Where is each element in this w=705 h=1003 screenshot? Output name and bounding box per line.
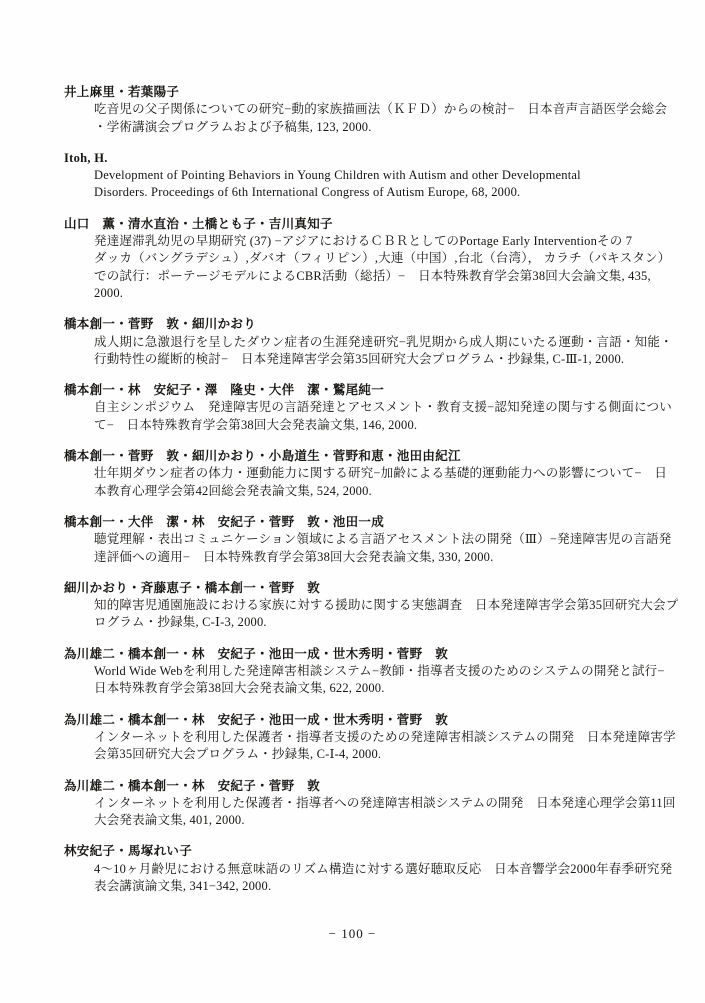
entry-line: Development of Pointing Behaviors in Young Children with Autism and other Developmental [94,168,581,183]
reference-entry [64,150,677,202]
entry-line: 2000. [94,285,124,300]
reference-list [64,84,677,909]
reference-entry [64,712,677,764]
entry-body [94,729,677,764]
reference-entry [64,448,677,500]
entry-authors: 細川かおり・斉藤恵子・橋本創一・菅野 敦 [64,580,321,595]
entry-line: 知的障害児通園施設における家族に対する援助に関する実態調査 日本発達障害学会第35回研究大会プ [94,598,679,613]
entry-line: インターネットを利用した保護者・指導者への発達障害相談システムの開発 日本発達心理学会第11回 [94,795,676,810]
entry-authors: 為川雄二・橋本創一・林 安紀子・菅野 敦 [64,778,321,793]
entry-body [94,233,677,302]
entry-line: 行動特性の縦断的検討− 日本発達障害学会第35回研究大会プログラム・抄録集, C-Ⅲ-1, 2000. [94,351,625,366]
entry-authors: 橋本創一・大伴 潔・林 安紀子・菅野 敦・池田一成 [64,514,385,529]
page-footer [0,925,705,943]
entry-authors: 橋本創一・菅野 敦・細川かおり・小島道生・菅野和恵・池田由紀江 [64,449,461,464]
reference-entry [64,514,677,566]
page-number: − 100 − [328,926,377,941]
entry-authors: 林安紀子・馬塚れい子 [64,844,193,859]
entry-line: 達評価への適用− 日本特殊教育学会第38回大会発表論文集, 330, 2000. [94,549,494,564]
entry-line: 聴覚理解・表出コミュニケーション領域による言語アセスメント法の開発（Ⅲ）−発達障害児の言語発 [94,532,672,547]
entry-body [94,795,677,830]
entry-authors: 為川雄二・橋本創一・林 安紀子・池田一成・世木秀明・菅野 敦 [64,646,449,661]
entry-body [94,399,677,434]
entry-authors: 為川雄二・橋本創一・林 安紀子・池田一成・世木秀明・菅野 敦 [64,712,449,727]
reference-entry [64,580,677,632]
reference-entry [64,84,677,136]
entry-authors: 山口 薫・清水直治・土橋とも子・吉川真知子 [64,216,333,231]
entry-authors: 橋本創一・菅野 敦・細川かおり [64,317,257,332]
entry-authors: 井上麻里・若葉陽子 [64,85,180,99]
entry-body [94,861,677,896]
entry-line: 表会講演論文集, 341−342, 2000. [94,878,272,893]
reference-entry [64,316,677,368]
reference-entry [64,646,677,698]
entry-line: ダッカ（バングラデシュ）,ダバオ（フィリピン）,大連（中国）,台北（台湾）， カラチ（パキスタン） [94,251,671,266]
entry-line: インターネットを利用した保護者・指導者支援のための発達障害相談システムの開発 日本発達障害学 [94,729,676,744]
entry-line: 日本特殊教育学会第38回大会発表論文集, 622, 2000. [94,681,385,696]
entry-line: World Wide Webを利用した発達障害相談システム−教師・指導者支援のためのシステムの開発と試行− [94,664,665,679]
reference-entry [64,778,677,830]
entry-line: 発達遅滞乳幼児の早期研究 (37) −アジアにおけるＣＢＲとしてのPortage Early Interventionその 7 [94,234,633,249]
entry-line: 成人期に急激退行を呈したダウン症者の生涯発達研究−乳児期から成人期にいたる運動・言語・知能・ [94,334,673,349]
entry-line: ログラム・抄録集, C-Ⅰ-3, 2000. [94,615,267,630]
reference-entry [64,843,677,895]
entry-body [94,167,677,202]
entry-line: 大会発表論文集, 401, 2000. [94,813,245,828]
entry-line: ・学術講演会プログラムおよび予稿集, 123, 2000. [94,119,372,134]
entry-line: 吃音児の父子関係についての研究−動的家族描画法（ＫＦＤ）からの検討− 日本音声言語医学会総会 [94,102,668,117]
entry-body [94,663,677,698]
entry-line: 自主シンポジウム 発達障害児の言語発達とアセスメント・教育支援−認知発達の関与する側面につい [94,400,672,415]
entry-line: 本教育心理学会第42回総会発表論文集, 524, 2000. [94,483,372,498]
reference-entry [64,382,677,434]
entry-body [94,531,677,566]
entry-line: 会第35回研究大会プログラム・抄録集, C-Ⅰ-4, 2000. [94,747,382,762]
entry-line: 4〜10ヶ月齢児における無意味語のリズム構造に対する選好聴取反応 日本音響学会2000年春季研究発 [94,861,673,876]
entry-body [94,334,677,369]
entry-line: 壮年期ダウン症者の体力・運動能力に関する研究−加齢による基礎的運動能力への影響について− 日 [94,466,668,481]
entry-authors: Itoh, H. [64,150,108,165]
entry-body [94,465,677,500]
entry-authors: 橋本創一・林 安紀子・澤 隆史・大伴 潔・鷲尾純一 [64,383,385,398]
entry-body [94,101,677,136]
reference-entry [64,216,677,302]
entry-line: て− 日本特殊教育学会第38回大会発表論文集, 146, 2000. [94,417,418,432]
entry-line: での試行：ポーテージモデルによるCBR活動（総括）− 日本特殊教育学会第38回大会論文集, 435, [94,268,651,283]
entry-line: Disorders. Proceedings of 6th International Congress of Autism Europe, 68, 2000. [94,185,521,200]
entry-body [94,597,677,632]
